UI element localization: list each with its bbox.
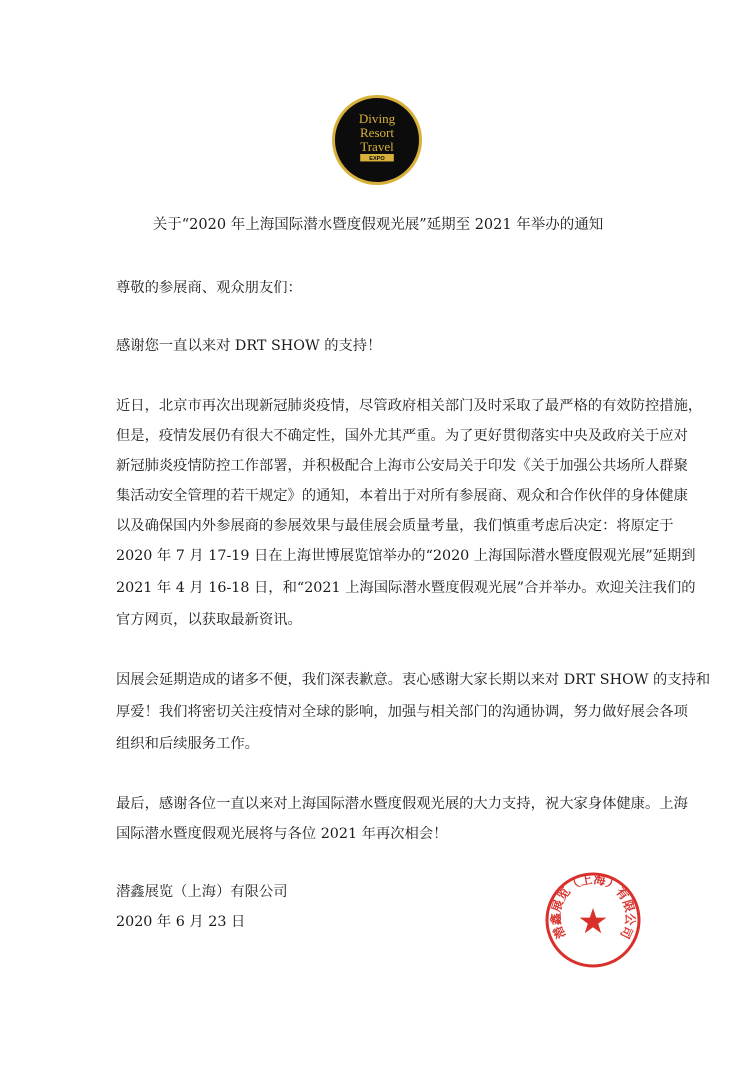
paragraph-1-line: 以及确保国内外参展商的参展效果与最佳展会质量考量，我们慎重考虑后决定：将原定于 — [116, 518, 674, 534]
company-seal-graphic — [543, 870, 643, 970]
logo-line-4: EXPO — [369, 156, 385, 163]
seal-text: 潜鑫展览（上海）有限公司 — [548, 872, 638, 941]
paragraph-2-line: 因展会延期造成的诸多不便，我们深表歉意。衷心感谢大家长期以来对 DRT SHOW 的支持和 — [116, 672, 711, 688]
logo-line-1: Diving — [358, 111, 396, 127]
paragraph-1-line: 新冠肺炎疫情防控工作部署，并积极配合上海市公安局关于印发《关于加强公共场所人群聚 — [116, 458, 688, 474]
expo-logo — [332, 95, 422, 185]
logo-line-3: Travel — [360, 139, 394, 155]
greeting: 尊敬的参展商、观众朋友们： — [116, 280, 302, 296]
thanks-line: 感谢您一直以来对 DRT SHOW 的支持！ — [116, 338, 382, 354]
paragraph-1-line: 2020 年 7 月 17-19 日在上海世博展览馆举办的“2020 上海国际潜水暨度假观光展”延期到 — [116, 548, 696, 564]
expo-logo-graphic — [335, 98, 419, 182]
logo-line-2: Resort — [359, 125, 395, 141]
paragraph-1-line: 集活动安全管理的若干规定》的通知，本着出于对所有参展商、观众和合作伙伴的身体健康 — [116, 488, 688, 504]
signature-date: 2020 年 6 月 23 日 — [116, 914, 246, 930]
paragraph-3-line: 最后，感谢各位一直以来对上海国际潜水暨度假观光展的大力支持，祝大家身体健康。上海 — [116, 796, 688, 812]
paragraph-2-line: 厚爱！我们将密切关注疫情对全球的影响，加强与相关部门的沟通协调，努力做好展会各项 — [116, 704, 688, 720]
notice-title: 关于“2020 年上海国际潜水暨度假观光展”延期至 2021 年举办的通知 — [152, 217, 604, 233]
paragraph-1-line: 但是，疫情发展仍有很大不确定性，国外尤其严重。为了更好贯彻落实中央及政府关于应对 — [116, 428, 688, 444]
star-icon — [580, 908, 607, 933]
signature-company: 潜鑫展览（上海）有限公司 — [116, 884, 288, 900]
paragraph-1-line: 2021 年 4 月 16-18 日，和“2021 上海国际潜水暨度假观光展”合并举办。欢迎关注我们的 — [116, 580, 696, 596]
svg-text:潜鑫展览（上海）有限公司 — [548, 871, 638, 941]
paragraph-1-line: 近日，北京市再次出现新冠肺炎疫情，尽管政府相关部门及时采取了最严格的有效防控措施， — [116, 398, 703, 414]
paragraph-2-line: 组织和后续服务工作。 — [116, 736, 259, 752]
company-seal — [543, 870, 643, 970]
paragraph-1-line: 官方网页，以获取最新资讯。 — [116, 612, 302, 628]
paragraph-3-line: 国际潜水暨度假观光展将与各位 2021 年再次相会！ — [116, 826, 448, 842]
